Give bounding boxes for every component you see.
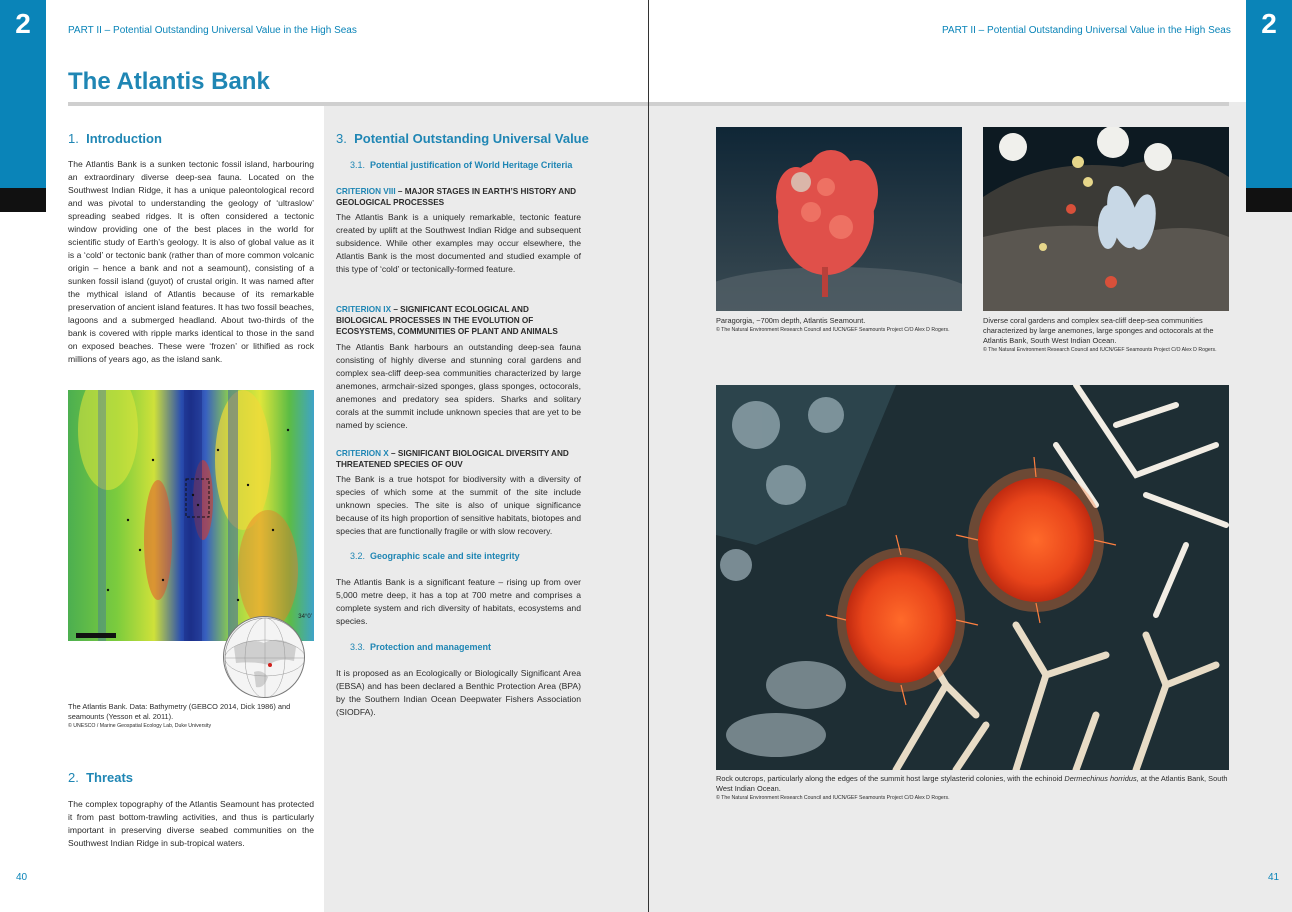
criterion-8-heading: CRITERION VIII – MAJOR STAGES IN EARTH’S HISTORY AND GEOLOGICAL PROCESSES xyxy=(336,187,577,207)
photo-coral-gardens xyxy=(983,127,1229,311)
right-page xyxy=(649,0,1292,912)
subsection-3-2-body: The Atlantis Bank is a significant feature – rising up from over 5,000 metre deep, it has a top at 700 metre and comprises a complete system and rich diversity of habitats, ecosystems and species. xyxy=(336,577,581,626)
running-head-right: PART II – Potential Outstanding Universal Value in the High Seas xyxy=(942,25,1231,36)
locator-globe xyxy=(223,616,305,698)
chapter-tab-marker-right xyxy=(1246,188,1292,212)
subsection-3-3-heading: 3.3. Protection and management xyxy=(350,642,492,652)
section-intro-heading: 1. Introduction xyxy=(68,131,162,146)
map-credit: © UNESCO / Marine Geospatial Ecology Lab, Duke University xyxy=(68,723,212,729)
photo3-caption: Rock outcrops, particularly along the edges of the summit host large stylasterid colonies, with the echinoid Dermechinus horridus, at the Atlantis Bank, South West Indian Ocean. © The Natural Environment Research Council and IUCN/GEF Seamounts Project C/O Alex D Rogers. xyxy=(716,774,1228,801)
page-number-right: 41 xyxy=(1268,872,1280,883)
photo-paragorgia xyxy=(716,127,962,311)
section-ouv-heading: 3. Potential Outstanding Universal Value xyxy=(336,131,589,146)
photo-dermechinus xyxy=(716,385,1229,770)
page-number-left: 40 xyxy=(16,872,28,883)
subsection-3-1-heading: 3.1. Potential justification of World Heritage Criteria xyxy=(350,160,573,170)
criterion-10-heading: CRITERION X – SIGNIFICANT BIOLOGICAL DIVERSITY AND THREATENED SPECIES OF OUV xyxy=(336,449,569,469)
bathymetry-map xyxy=(68,390,314,641)
photo2-caption: Diverse coral gardens and complex sea-cliff deep-sea communities characterized by large anemones, large sponges and octocorals at the Atlantis Bank, South West Indian Ocean. © The Natural Environment Research Council and IUCN/GEF Seamounts Project C/O Alex D Rogers. xyxy=(983,316,1217,353)
photo1-caption: Paragorgia, ~700m depth, Atlantis Seamount. © The Natural Environment Research Council and IUCN/GEF Seamounts Project C/O Alex D Rogers. xyxy=(716,316,950,333)
map-latitude-label: 34°0’ xyxy=(298,614,312,620)
criterion-8-body: The Atlantis Bank is a uniquely remarkable, tectonic feature created by uplift at the Southwest Indian Ridge and subsequent subsidence. While other examples may occur elsewhere, the Atlantis Bank is the most documented and studied example of this type of ‘cold’ or tectonically-formed feature. xyxy=(336,212,581,274)
subsection-3-3-body: It is proposed as an Ecologically or Biologically Significant Area (EBSA) and has been declared a Benthic Protection Area (BPA) by the Southern Indian Ocean Deepwater Fishers Association (SIODFA). xyxy=(336,668,581,717)
criterion-9-heading: CRITERION IX – SIGNIFICANT ECOLOGICAL AND BIOLOGICAL PROCESSES IN THE EVOLUTION OF ECOSYSTEMS, COMMUNITIES OF PLANT AND ANIMALS xyxy=(336,305,558,336)
right-header-band xyxy=(649,0,1292,102)
chapter-tab-marker xyxy=(0,188,46,212)
map-caption: The Atlantis Bank. Data: Bathymetry (GEBCO 2014, Dick 1986) and seamounts (Yesson et al. 2011). © UNESCO / Marine Geospatial Ecology Lab, Duke University xyxy=(68,702,308,730)
threats-body: The complex topography of the Atlantis Seamount has protected it from past bottom-trawling activities, and thus is particularly important in preserving diverse seabed communities on the Southwest Indian Ridge in sub-tropical waters. xyxy=(68,799,314,848)
page-title: The Atlantis Bank xyxy=(68,68,270,95)
running-head: PART II – Potential Outstanding Universal Value in the High Seas xyxy=(68,25,357,36)
subsection-3-2-heading: 3.2. Geographic scale and site integrity xyxy=(350,551,520,561)
criterion-10-body: The Bank is a true hotspot for biodiversity with a diversity of species of which some at the summit of the site include unknown species. The site is also of unique significance because of its high proportion of sensitive habitats, biotopes and species that are functionally fragile or with slow recovery. xyxy=(336,474,581,536)
title-rule-right xyxy=(649,102,1229,106)
section-threats-heading: 2. Threats xyxy=(68,770,134,785)
chapter-tab: 2 xyxy=(0,0,46,188)
intro-body: The Atlantis Bank is a sunken tectonic fossil island, harbouring an extraordinary diverse deep-sea fauna. Located on the Southwest Indian Ridge, it has a unique paleontological record and was pivotal to understanding the geology of ‘ultraslow’ spreading seabed ridges. It is often considered a tectonic window providing one of the best places in the world for scientific study of Earth’s geology. It is also of global value as it is a ‘cold’ or tectonic bank (rather than of more common volcanic origin – hence a bank and not a seamount), consisting of a sunken fossil island (guyot) of crustal origin. It was named after the mythical island of Atlantis because of its remarkable preservation of ancient island features. It has two fossil beaches, lagoons and a submerged headland. About two-thirds of the bank is covered with ripple marks identical to those in the sand on exposed beaches. These were ‘frozen’ or lithified as rock millions of years ago, as the island sank. xyxy=(68,159,315,364)
chapter-tab-right: 2 xyxy=(1246,0,1292,188)
criterion-9-body: The Atlantis Bank harbours an outstanding deep-sea fauna consisting of highly diverse and stunning coral gardens and complex sea-cliff deep-sea communities characterized by large anemones, armchair-sized sponges, glass sponges, octocorals, anemones and predatory sea spiders. Sharks and solitary corals at the summit include unknown species that are yet to be named by science. xyxy=(336,342,581,430)
